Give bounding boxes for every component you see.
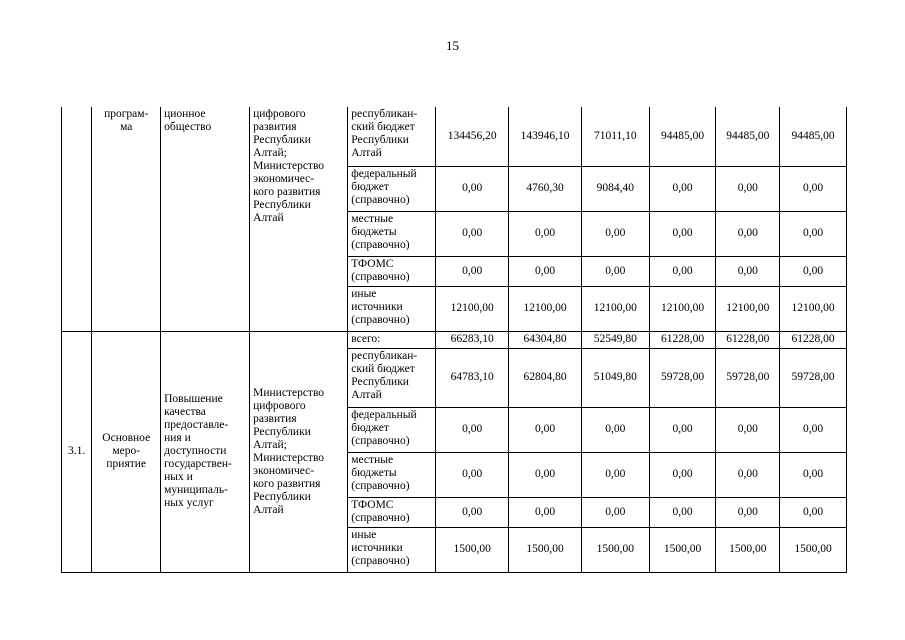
funding-source-cell: федеральный бюджет (справочно) (348, 166, 436, 211)
value-cell: 12100,00 (649, 286, 716, 331)
value-cell: 59728,00 (780, 348, 847, 407)
value-cell: 0,00 (581, 497, 649, 527)
value-cell: 0,00 (716, 497, 780, 527)
value-cell: 143946,10 (509, 107, 582, 166)
value-cell: 59728,00 (649, 348, 716, 407)
page-number: 15 (446, 38, 459, 53)
row-type-cell: програм- ма (92, 107, 161, 331)
value-cell: 0,00 (649, 407, 716, 452)
value-cell: 66283,10 (436, 331, 509, 348)
value-cell: 1500,00 (780, 527, 847, 572)
value-cell: 0,00 (436, 452, 509, 497)
value-cell: 0,00 (716, 256, 780, 286)
value-cell: 61228,00 (716, 331, 780, 348)
funding-source-cell: иные источники (справочно) (348, 527, 436, 572)
value-cell: 12100,00 (436, 286, 509, 331)
value-cell: 0,00 (780, 497, 847, 527)
value-cell: 0,00 (649, 166, 716, 211)
value-cell: 0,00 (649, 256, 716, 286)
value-cell: 0,00 (716, 452, 780, 497)
funding-source-cell: местные бюджеты (справочно) (348, 452, 436, 497)
funding-source-cell: федеральный бюджет (справочно) (348, 407, 436, 452)
value-cell: 0,00 (509, 256, 582, 286)
row-name-cell: Повышение качества предоставле- ния и доступности государствен- ных и муниципаль- ных услуг (161, 331, 250, 572)
value-cell: 0,00 (716, 166, 780, 211)
value-cell: 134456,20 (436, 107, 509, 166)
funding-source-cell: местные бюджеты (справочно) (348, 211, 436, 256)
value-cell: 0,00 (436, 166, 509, 211)
value-cell: 0,00 (649, 211, 716, 256)
value-cell: 1500,00 (436, 527, 509, 572)
value-cell: 0,00 (436, 497, 509, 527)
value-cell: 0,00 (436, 211, 509, 256)
row-type-cell: Основное меро- приятие (92, 331, 161, 572)
value-cell: 59728,00 (716, 348, 780, 407)
value-cell: 12100,00 (780, 286, 847, 331)
budget-table (61, 107, 847, 573)
funding-source-cell: ТФОМС (справочно) (348, 256, 436, 286)
value-cell: 0,00 (716, 407, 780, 452)
value-cell: 9084,40 (581, 166, 649, 211)
value-cell: 62804,80 (509, 348, 582, 407)
value-cell: 0,00 (509, 497, 582, 527)
value-cell: 1500,00 (649, 527, 716, 572)
value-cell: 0,00 (780, 211, 847, 256)
value-cell: 52549,80 (581, 331, 649, 348)
value-cell: 4760,30 (509, 166, 582, 211)
funding-source-cell: всего: (348, 331, 436, 348)
value-cell: 71011,10 (581, 107, 649, 166)
value-cell: 1500,00 (581, 527, 649, 572)
value-cell: 12100,00 (581, 286, 649, 331)
value-cell: 61228,00 (649, 331, 716, 348)
row-code-cell: 3.1. (62, 331, 92, 572)
value-cell: 0,00 (509, 452, 582, 497)
table-row (62, 331, 847, 348)
value-cell: 0,00 (581, 256, 649, 286)
funding-source-cell: республикан- ский бюджет Республики Алтай (348, 348, 436, 407)
value-cell: 0,00 (649, 497, 716, 527)
value-cell: 64304,80 (509, 331, 582, 348)
value-cell: 0,00 (780, 452, 847, 497)
row-executor-cell: Министерство цифрового развития Республики Алтай; Министерство экономичес- кого развития Республики Алтай (250, 331, 348, 572)
value-cell: 0,00 (509, 211, 582, 256)
row-executor-cell: цифрового развития Республики Алтай; Министерство экономичес- кого развития Республики Алтай (250, 107, 348, 331)
value-cell: 0,00 (581, 407, 649, 452)
value-cell: 1500,00 (509, 527, 582, 572)
table-row (62, 107, 847, 166)
value-cell: 0,00 (780, 166, 847, 211)
value-cell: 12100,00 (509, 286, 582, 331)
value-cell: 61228,00 (780, 331, 847, 348)
value-cell: 94485,00 (780, 107, 847, 166)
value-cell: 1500,00 (716, 527, 780, 572)
value-cell: 0,00 (780, 256, 847, 286)
value-cell: 0,00 (581, 211, 649, 256)
value-cell: 94485,00 (649, 107, 716, 166)
funding-source-cell: иные источники (справочно) (348, 286, 436, 331)
row-code-cell (62, 107, 92, 331)
value-cell: 0,00 (509, 407, 582, 452)
value-cell: 0,00 (780, 407, 847, 452)
value-cell: 0,00 (649, 452, 716, 497)
row-name-cell: ционное общество (161, 107, 250, 331)
funding-source-cell: республикан- ский бюджет Республики Алтай (348, 107, 436, 166)
value-cell: 12100,00 (716, 286, 780, 331)
value-cell: 64783,10 (436, 348, 509, 407)
funding-source-cell: ТФОМС (справочно) (348, 497, 436, 527)
value-cell: 51049,80 (581, 348, 649, 407)
value-cell: 94485,00 (716, 107, 780, 166)
value-cell: 0,00 (436, 256, 509, 286)
value-cell: 0,00 (716, 211, 780, 256)
value-cell: 0,00 (436, 407, 509, 452)
value-cell: 0,00 (581, 452, 649, 497)
